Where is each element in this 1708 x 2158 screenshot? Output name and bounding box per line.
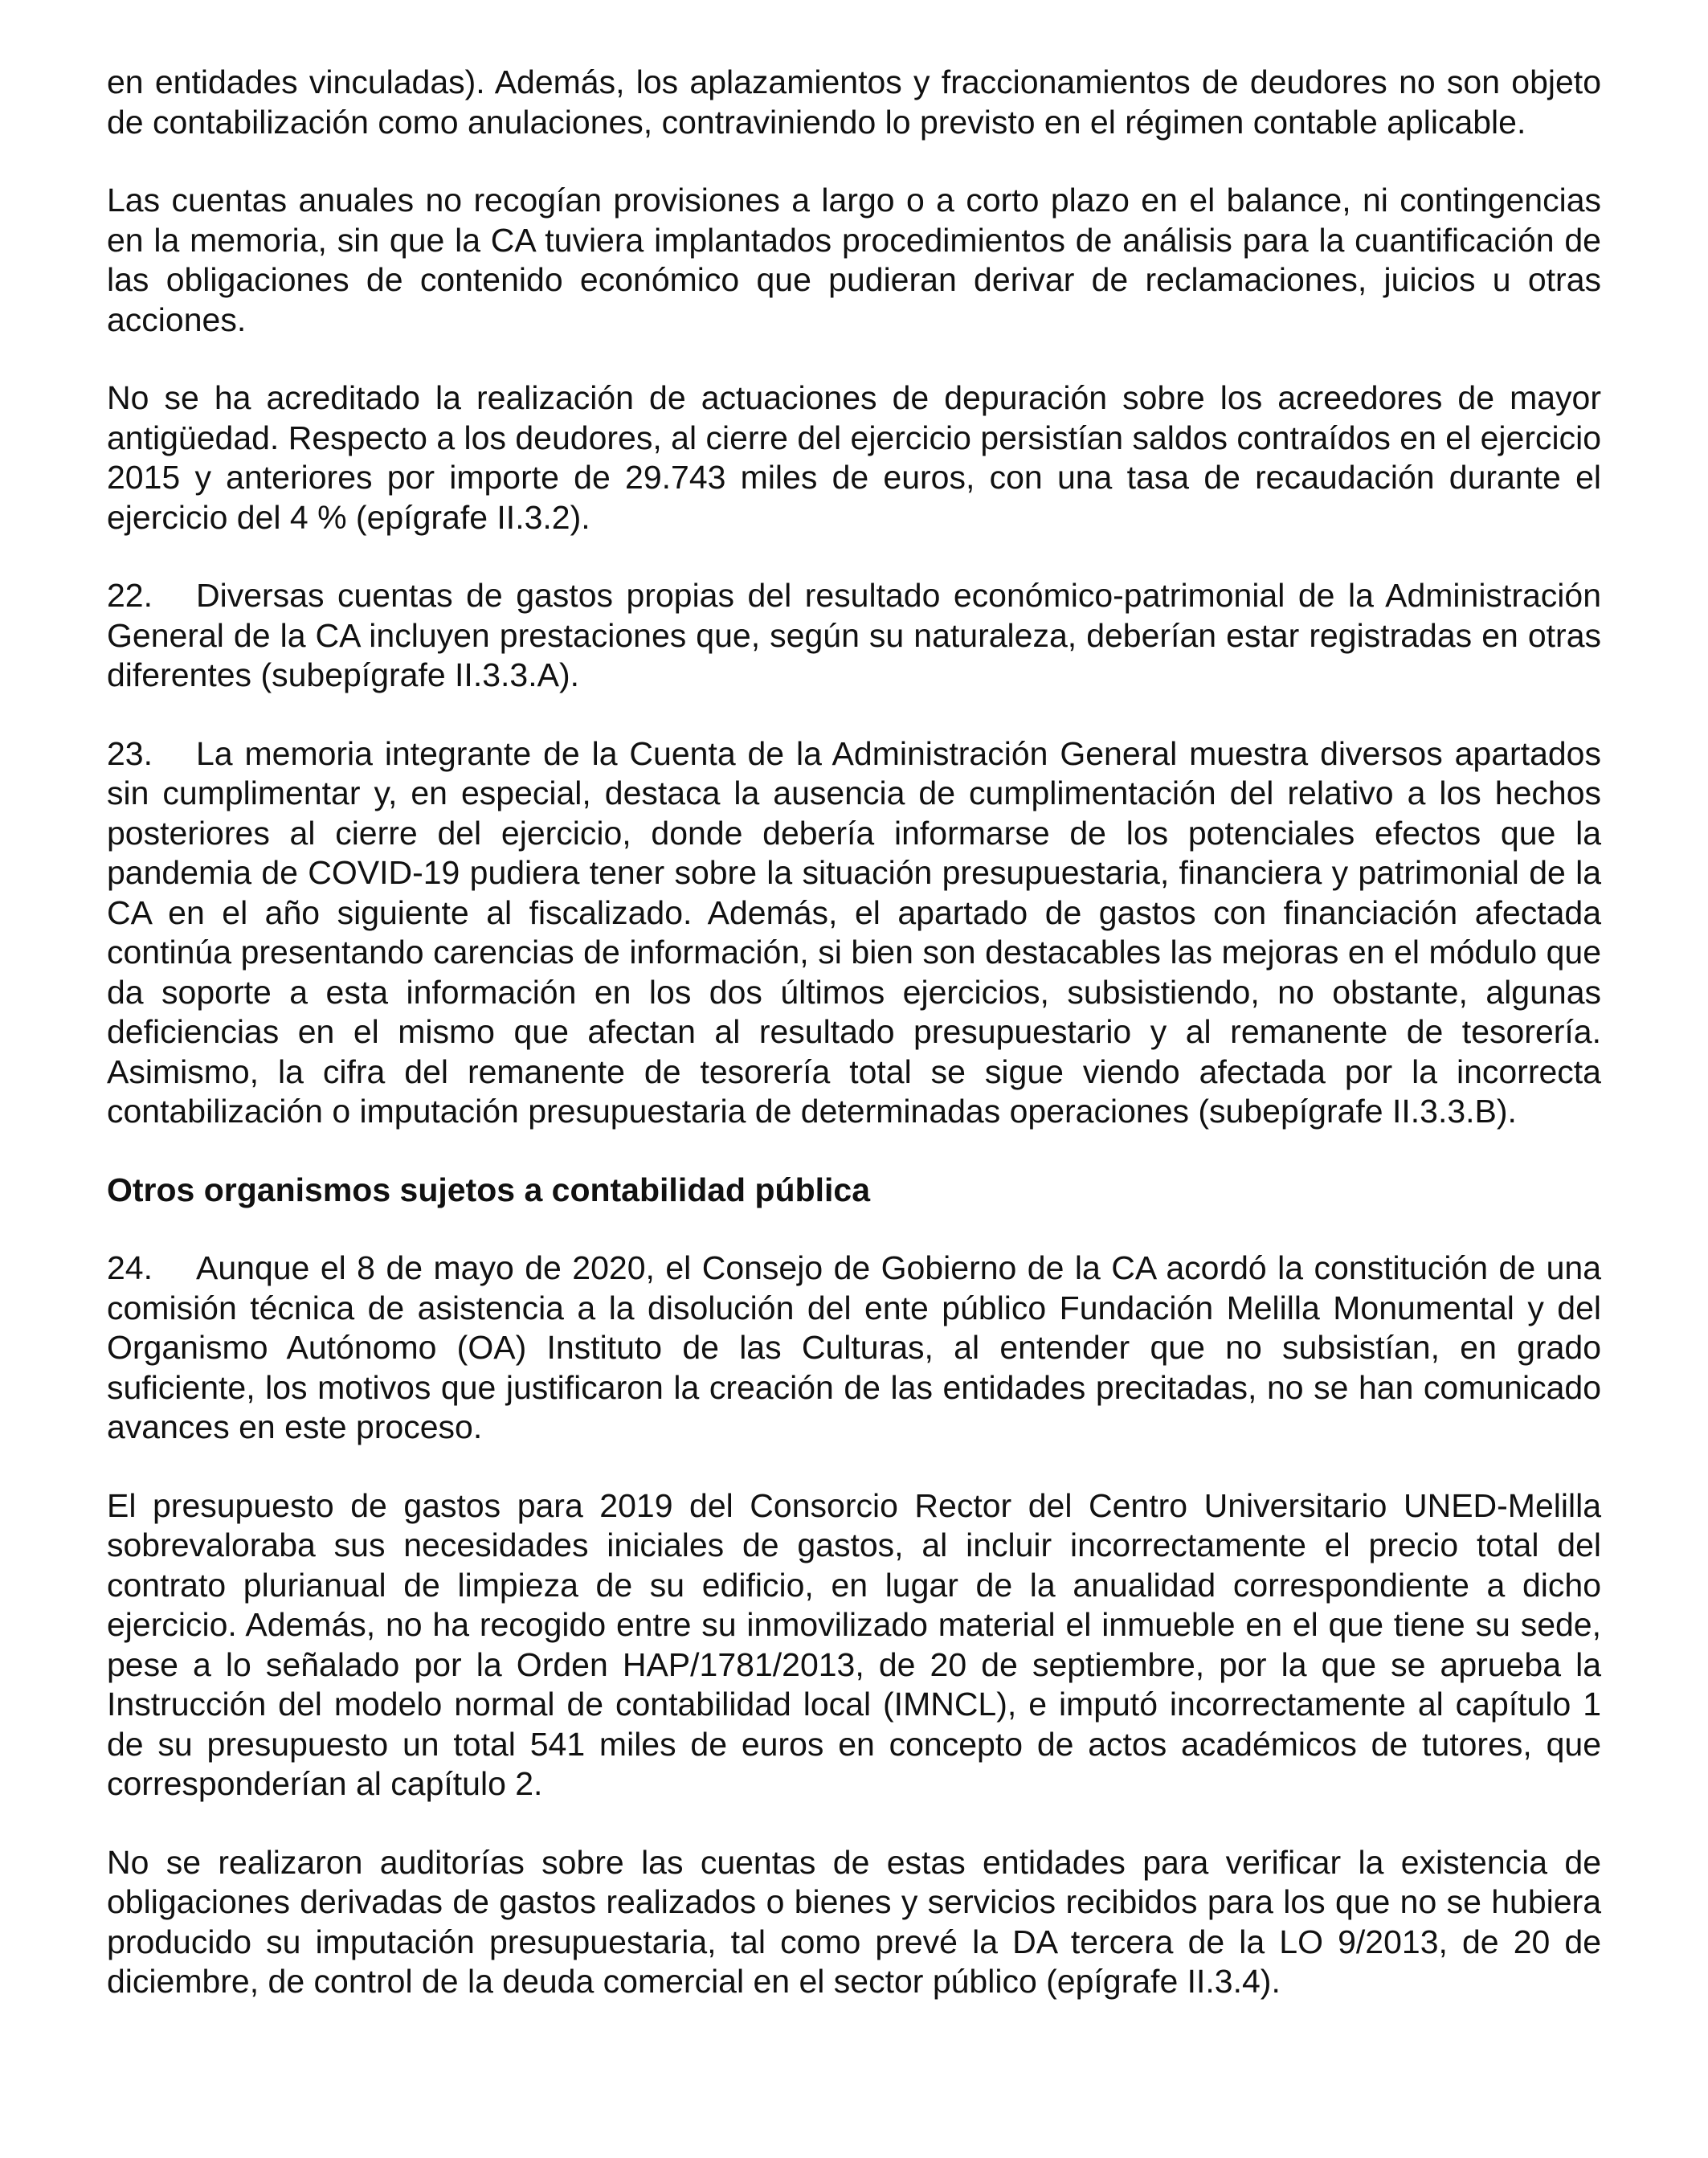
paragraph-24: [107, 1249, 1601, 1448]
paragraph-number: 23.: [107, 734, 153, 772]
paragraph-provisions: Las cuentas anuales no recogían provisiones a largo o a corto plazo en el balance, ni contingencias en la memoria, sin que la CA tuviera implantados procedimientos de análisis para la cuantificación de las obligaciones de contenido económico que pudieran derivar de reclamaciones, juicios u otras acciones.: [107, 182, 1601, 338]
paragraph-text: La memoria integrante de la Cuenta de la Administración General muestra diversos apartados sin cumplimentar y, en especial, destaca la ausencia de cumplimentación del relativo a los hechos posteriores al cierre del ejercicio, donde debería informarse de los potenciales efectos que la pandemia de COVID-19 pudiera tener sobre la situación presupuestaria, financiera y patrimonial de la CA en el año siguiente al fiscalizado. Además, el apartado de gastos con financiación afectada continúa presentando carencias de información, si bien son destacables las mejoras en el módulo que da soporte a esta información en los dos últimos ejercicios, subsistiendo, no obstante, algunas deficiencias en el mismo que afectan al resultado presupuestario y al remanente de tesorería. Asimismo, la cifra del remanente de tesorería total se sigue viendo afectada por la incorrecta contabilización o imputación presupuestaria de determinadas operaciones (subepígrafe II.3.3.B).: [107, 734, 1601, 1130]
paragraph-audits: No se realizaron auditorías sobre las cuentas de estas entidades para verificar la existencia de obligaciones derivadas de gastos realizados o bienes y servicios recibidos para los que no se hubiera producido su imputación presupuestaria, tal como prevé la DA tercera de la LO 9/2013, de 20 de diciembre, de control de la deuda comercial en el sector público (epígrafe II.3.4).: [107, 1843, 1601, 2000]
document-page: [107, 63, 1601, 2041]
paragraph-creditors: No se ha acreditado la realización de actuaciones de depuración sobre los acreedores de mayor antigüedad. Respecto a los deudores, al cierre del ejercicio persistían saldos contraídos en el ejercicio 2015 y anteriores por importe de 29.743 miles de euros, con una tasa de recaudación durante el ejercicio del 4 % (epígrafe II.3.2).: [107, 379, 1601, 536]
paragraph-number: 22.: [107, 577, 153, 614]
paragraph-deferrals: en entidades vinculadas). Además, los aplazamientos y fraccionamientos de deudores no son objeto de contabilización como anulaciones, contraviniendo lo previsto en el régimen contable aplicable.: [107, 63, 1601, 141]
section-heading: Otros organismos sujetos a contabilidad pública: [107, 1171, 871, 1208]
paragraph-text: Aunque el 8 de mayo de 2020, el Consejo de Gobierno de la CA acordó la constitución de una comisión técnica de asistencia a la disolución del ente público Fundación Melilla Monumental y del Organismo Autónomo (OA) Instituto de las Culturas, al entender que no subsistían, en grado suficiente, los motivos que justificaron la creación de las entidades precitadas, no se han comunicado avances en este proceso.: [107, 1249, 1601, 1445]
paragraph-22: [107, 576, 1601, 696]
paragraph-uned-budget: El presupuesto de gastos para 2019 del Consorcio Rector del Centro Universitario UNED-Melilla sobrevaloraba sus necesidades iniciales de gastos, al incluir incorrectamente el precio total del contrato plurianual de limpieza de su edificio, en lugar de la anualidad correspondiente a dicho ejercicio. Además, no ha recogido entre su inmovilizado material el inmueble en el que tiene su sede, pese a lo señalado por la Orden HAP/1781/2013, de 20 de septiembre, por la que se aprueba la Instrucción del modelo normal de contabilidad local (IMNCL), e imputó incorrectamente al capítulo 1 de su presupuesto un total 541 miles de euros en concepto de actos académicos de tutores, que corresponderían al capítulo 2.: [107, 1486, 1601, 1802]
paragraph-number: 24.: [107, 1249, 153, 1286]
paragraph-text: Diversas cuentas de gastos propias del resultado económico-patrimonial de la Administración General de la CA incluyen prestaciones que, según su naturaleza, deberían estar registradas en otras diferentes (subepígrafe II.3.3.A).: [107, 577, 1601, 693]
paragraph-23: [107, 734, 1601, 1132]
